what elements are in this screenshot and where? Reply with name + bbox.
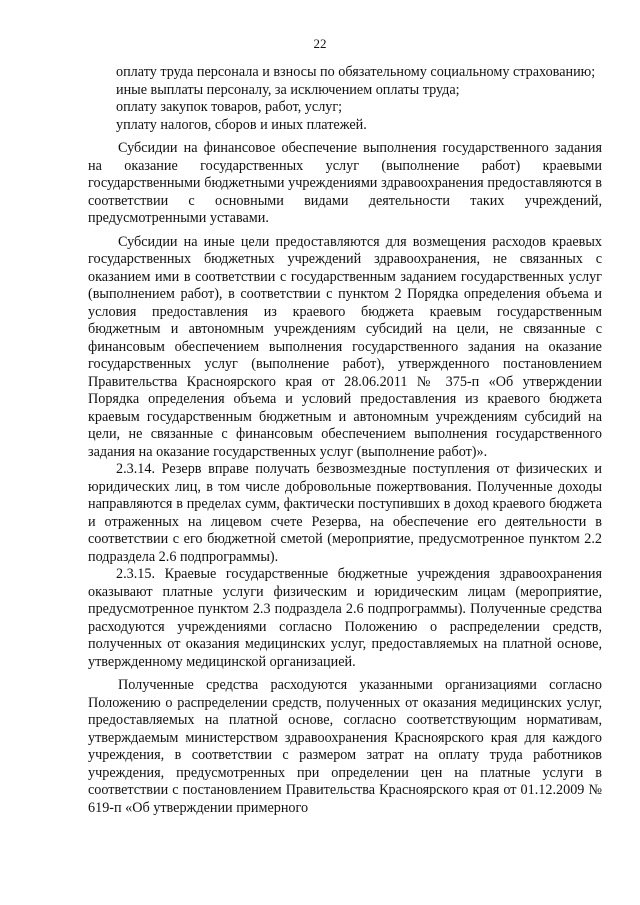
- page-number: 22: [313, 36, 327, 51]
- paragraph-clause-2-3-14: 2.3.14. Резерв вправе получать безвозмездные поступления от физических и юридических лиц, в том числе добровольные пожертвования. Полученные доходы направляются в пределах сумм, фактически поступивших в доход краевого бюджета и отраженных на лицевом счете Резерва, на обеспечение его деятельности в соответствии с его бюджетной сметой (мероприятие, предусмотренное пунктом 2.2 подраздела 2.6 подпрограммы).: [88, 461, 602, 565]
- paragraph-list-item-procurement: оплату закупок товаров, работ, услуг;: [116, 99, 343, 115]
- document-body: [88, 64, 602, 817]
- paragraph-list-item-taxes: уплату налогов, сборов и иных платежей.: [116, 116, 367, 133]
- paragraph-funds-distribution: Полученные средства расходуются указанными организациями согласно Положению о распределении средств, полученных от оказания медицинских услуг, предоставляемых на платной основе, согласно соответствующим нормативам, утверждаемым министерством здравоохранения Красноярского края для каждого учреждения, в соответствии с размером затрат на оплату труда работников учреждения, предусмотренных при определении цен на платные услуги в соответствии с постановлением Правительства Красноярского края от 01.12.2009 № 619-п «Об утверждении примерного: [88, 677, 602, 816]
- paragraph-clause-2-3-15: 2.3.15. Краевые государственные бюджетные учреждения здравоохранения оказывают платные услуги физическим и юридическим лицам (мероприятие, предусмотренное пунктом 2.3 подраздела 2.6 подпрограммы). Полученные средства расходуются учреждениями согласно Положению о распределении средств, полученных от оказания медицинских услуг, предоставляемых на платной основе, утвержденному медицинской организацией.: [88, 566, 602, 670]
- paragraph-list-item-salary: оплату труда персонала и взносы по обязательному социальному страхованию;: [116, 64, 596, 80]
- paragraph-subsidies-state-task: Субсидии на финансовое обеспечение выполнения государственного задания на оказание государственных услуг (выполнение работ) краевыми государственными бюджетными учреждениями здравоохранения предоставляются в соответствии с основными видами деятельности таких учреждений, предусмотренными уставами.: [88, 140, 602, 226]
- paragraph-subsidies-other-purposes: Субсидии на иные цели предоставляются для возмещения расходов краевых государственных бюджетных учреждений здравоохранения, не связанных с оказанием ими в соответствии с государственным заданием государственных услуг (выполнением работ), в соответствии с пунктом 2 Порядка определения объема и условия предоставления из краевого бюджета краевым государственным бюджетным и автономным учреждениям субсидий на цели, не связанные с финансовым обеспечением выполнения государственного задания на оказание государственных услуг (выполнение работ), утвержденного постановлением Правительства Красноярского края от 28.06.2011 № 375-п «Об утверждении Порядка определения объема и условий предоставления из краевого бюджета краевым государственным бюджетным и автономным учреждениям субсидий на цели, не связанные с финансовым обеспечением выполнения государственного задания на оказание государственных услуг (выполнение работ)».: [88, 233, 602, 460]
- paragraph-list-item-other-payments: иные выплаты персоналу, за исключением оплаты труда;: [116, 81, 460, 98]
